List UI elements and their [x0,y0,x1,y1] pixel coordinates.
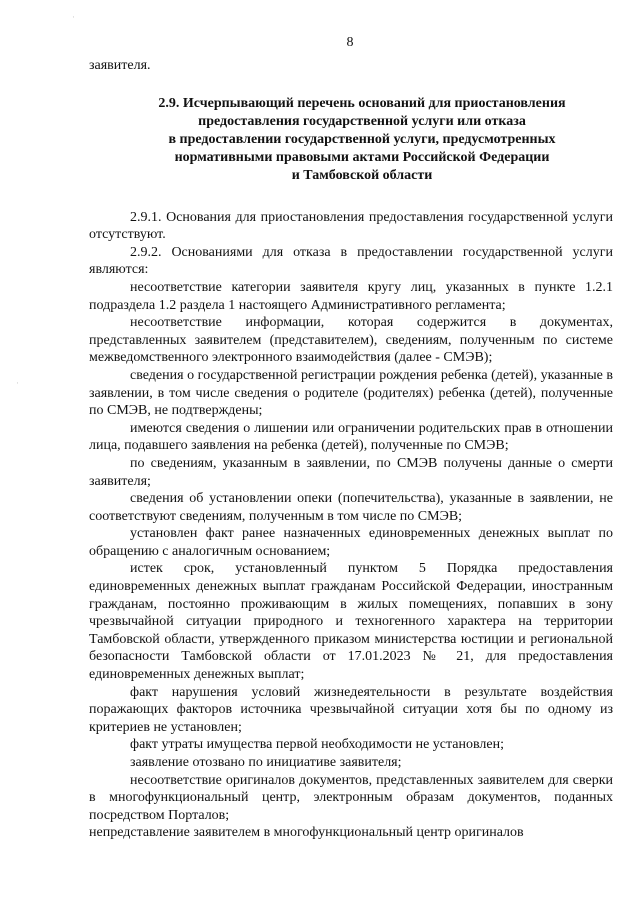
refusal-ground: факт утраты имущества первой необходимости не установлен; [130,737,504,753]
refusal-ground: по сведениям, указанным в заявлении, по СМЭВ получены данные о смерти заявителя; [89,455,613,489]
paragraph-2-9-2: 2.9.2. Основаниями для отказа в предоставлении государственной услуги являются: [89,244,613,278]
section-heading [111,95,613,185]
paragraph-2-9-1: 2.9.1. Основания для приостановления предоставления государственной услуги отсутствуют. [89,209,613,243]
heading-line: 2.9. Исчерпывающий перечень оснований для приостановления [158,95,566,111]
scan-mark: · [72,12,75,22]
refusal-ground: несоответствие информации, которая содержится в документах, представленных заявителем (представителем), сведениям, полученным по системе межведомственного электронного взаимодействия (далее - СМЭВ); [89,315,613,366]
scan-mark: · [16,378,19,388]
refusal-ground: установлен факт ранее назначенных единовременных денежных выплат по обращению с аналогичным основанием; [89,526,613,559]
refusal-ground: заявление отозвано по инициативе заявителя; [130,755,402,770]
heading-line: предоставления государственной услуги или отказа [198,113,526,129]
heading-line: в предоставлении государственной услуги, предусмотренных [168,131,556,147]
refusal-ground: истек срок, установленный пунктом 5 Порядка предоставления единовременных денежных выплат гражданам Российской Федерации, иностранным гражданам, постоянно проживающим в жилых помещениях, попавших в зону чрезвычайной ситуации природного и техногенного характера на территории Тамбовской области, утвержденного приказом министерства юстиции и региональной безопасности Тамбовской области от 17.01.2023 № 21, для предоставления единовременных денежных выплат; [89,561,613,683]
heading-line: нормативными правовыми актами Российской Федерации [174,149,550,165]
refusal-ground: сведения о государственной регистрации рождения ребенка (детей), указанные в заявлении, в том числе сведения о родителе (родителях) ребенка (детей), полученные по СМЭВ, не подтверждены; [89,367,613,419]
refusal-ground: несоответствие оригиналов документов, представленных заявителем для сверки в многофункциональный центр, электронным образам документов, поданных посредством Порталов; [89,772,613,823]
refusal-ground: сведения об установлении опеки (попечительства), указанные в заявлении, не соответствуют сведениям, полученным в том числе по СМЭВ; [89,491,613,524]
refusal-ground: имеются сведения о лишении или ограничении родительских прав в отношении лица, подавшего заявления на ребенка (детей), полученные по СМЭВ; [89,420,613,454]
refusal-ground: несоответствие категории заявителя кругу лиц, указанных в пункте 1.2.1 подраздела 1.2 раздела 1 настоящего Административного регламента; [89,279,613,313]
refusal-ground: факт нарушения условий жизнедеятельности в результате воздействия поражающих факторов источника чрезвычайной ситуации хотя бы по одному из критериев не установлен; [89,684,613,735]
refusal-ground-continued: непредставление заявителем в многофункциональный центр оригиналов [89,825,524,841]
continuation-text: заявителя. [89,58,151,73]
document-body [89,57,613,842]
page-number: 8 [346,35,354,50]
heading-line: и Тамбовской области [291,167,433,183]
